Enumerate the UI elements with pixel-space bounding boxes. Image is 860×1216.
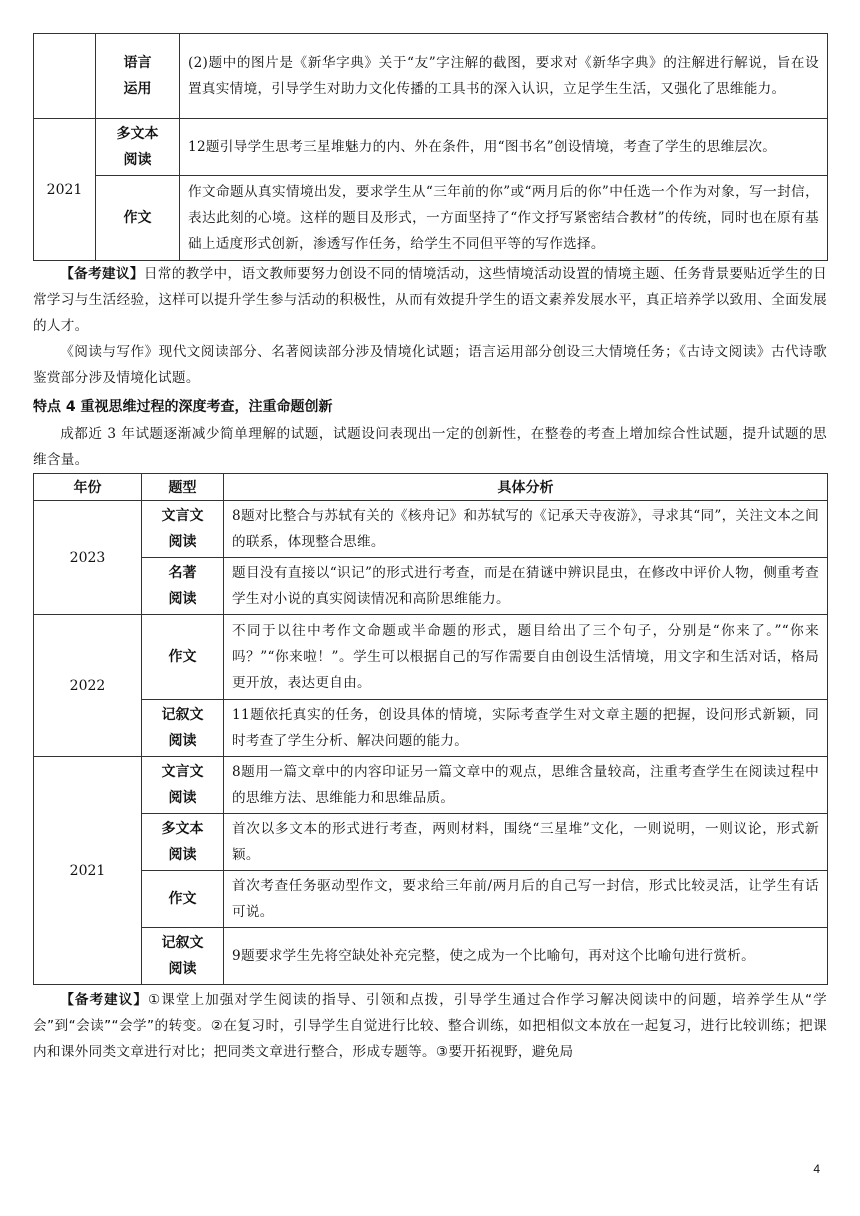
body-paragraph: 《阅读与写作》现代文阅读部分、名著阅读部分涉及情境化试题；语言运用部分创设三大情境任务；《古诗文阅读》古代诗歌鉴赏部分涉及情境化试题。 — [33, 344, 827, 386]
analysis-cell: 题目没有直接以“识记”的形式进行考查，而是在猜谜中辨识昆虫，在修改中评价人物，侧重考查学生对小说的真实阅读情况和高阶思维能力。 — [224, 558, 828, 615]
analysis-table-top — [33, 33, 828, 261]
header-year: 年份 — [34, 474, 142, 501]
type-cell: 多文本 阅读 — [96, 119, 180, 176]
exam-suggestion-1 — [33, 261, 827, 339]
analysis-cell: 9题要求学生先将空缺处补充完整，使之成为一个比喻句，再对这个比喻句进行赏析。 — [224, 928, 828, 985]
header-type: 题型 — [142, 474, 224, 501]
table-row — [34, 700, 828, 757]
year-cell — [34, 34, 96, 119]
table-row — [34, 501, 828, 558]
analysis-cell: 12题引导学生思考三星堆魅力的内、外在条件，用“图书名”创设情境，考查了学生的思维层次。 — [180, 119, 828, 176]
type-cell: 记叙文 阅读 — [142, 928, 224, 985]
analysis-cell: 首次以多文本的形式进行考查，两则材料，围绕“三星堆”文化，一则说明，一则议论，形式新颖。 — [224, 814, 828, 871]
exam-suggestion-2 — [33, 987, 827, 1065]
analysis-cell: (2)题中的图片是《新华字典》关于“友”字注解的截图，要求对《新华字典》的注解进行解说，旨在设置真实情境，引导学生对助力文化传播的工具书的深入认识，立足学生生活，又强化了思维能力。 — [180, 34, 828, 119]
type-cell: 记叙文 阅读 — [142, 700, 224, 757]
document-page — [33, 33, 827, 1065]
year-cell: 2023 — [34, 501, 142, 615]
feature-heading: 特点 4 重视思维过程的深度考查，注重命题创新 — [33, 399, 333, 415]
type-cell: 语言 运用 — [96, 34, 180, 119]
table-row — [34, 928, 828, 985]
type-cell: 文言文 阅读 — [142, 757, 224, 814]
suggestion-label: 【备考建议】 — [60, 266, 144, 282]
table-row — [34, 34, 828, 119]
table-row — [34, 871, 828, 928]
analysis-cell: 不同于以往中考作文命题或半命题的形式，题目给出了三个句子，分别是“你来了。”“你来吗？”“你来啦！”。学生可以根据自己的写作需要自由创设生活情境，用文字和生活对话，格局更开放，表达更自由。 — [224, 615, 828, 700]
type-cell: 名著 阅读 — [142, 558, 224, 615]
year-cell: 2021 — [34, 119, 96, 261]
suggestion-label: 【备考建议】 — [60, 992, 148, 1008]
table-header-row — [34, 474, 828, 501]
table-row — [34, 757, 828, 814]
analysis-table-bottom — [33, 473, 828, 985]
suggestion-text: 日常的教学中，语文教师要努力创设不同的情境活动，这些情境活动设置的情境主题、任务背景要贴近学生的日常学习与生活经验，这样可以提升学生参与活动的积极性，从而有效提升学生的语文素养发展水平，真正培养学以致用、全面发展的人才。 — [33, 266, 827, 334]
type-cell: 作文 — [96, 176, 180, 261]
year-cell: 2022 — [34, 615, 142, 757]
type-cell: 文言文 阅读 — [142, 501, 224, 558]
page-number: 4 — [813, 1162, 820, 1176]
table-row — [34, 176, 828, 261]
analysis-cell: 作文命题从真实情境出发，要求学生从“三年前的你”或“两月后的你”中任选一个作为对象，写一封信，表达此刻的心境。这样的题目及形式，一方面坚持了“作文抒写紧密结合教材”的传统，同时也在原有基础上适度形式创新，渗透写作任务，给学生不同但平等的写作选择。 — [180, 176, 828, 261]
analysis-cell: 首次考查任务驱动型作文，要求给三年前/两月后的自己写一封信，形式比较灵活，让学生有话可说。 — [224, 871, 828, 928]
feature-intro: 成都近 3 年试题逐渐减少简单理解的试题，试题设问表现出一定的创新性，在整卷的考查上增加综合性试题，提升试题的思维含量。 — [33, 426, 827, 468]
analysis-cell: 8题用一篇文章中的内容印证另一篇文章中的观点，思维含量较高，注重考查学生在阅读过程中的思维方法、思维能力和思维品质。 — [224, 757, 828, 814]
analysis-cell: 11题依托真实的任务，创设具体的情境，实际考查学生对文章主题的把握，设问形式新颖，同时考查了学生分析、解决问题的能力。 — [224, 700, 828, 757]
header-analysis: 具体分析 — [224, 474, 828, 501]
type-cell: 多文本 阅读 — [142, 814, 224, 871]
table-row — [34, 814, 828, 871]
year-cell: 2021 — [34, 757, 142, 985]
type-cell: 作文 — [142, 615, 224, 700]
table-row — [34, 615, 828, 700]
analysis-cell: 8题对比整合与苏轼有关的《核舟记》和苏轼写的《记承天寺夜游》，寻求其“同”，关注文本之间的联系，体现整合思维。 — [224, 501, 828, 558]
table-row — [34, 558, 828, 615]
table-row — [34, 119, 828, 176]
suggestion-text: ①课堂上加强对学生阅读的指导、引领和点拨，引导学生通过合作学习解决阅读中的问题，培养学生从“学会”到“会读”“会学”的转变。②在复习时，引导学生自觉进行比较、整合训练，如把相似文本放在一起复习，进行比较训练；把课内和课外同类文章进行对比；把同类文章进行整合，形成专题等。③要开拓视野，避免局 — [33, 992, 827, 1060]
type-cell: 作文 — [142, 871, 224, 928]
